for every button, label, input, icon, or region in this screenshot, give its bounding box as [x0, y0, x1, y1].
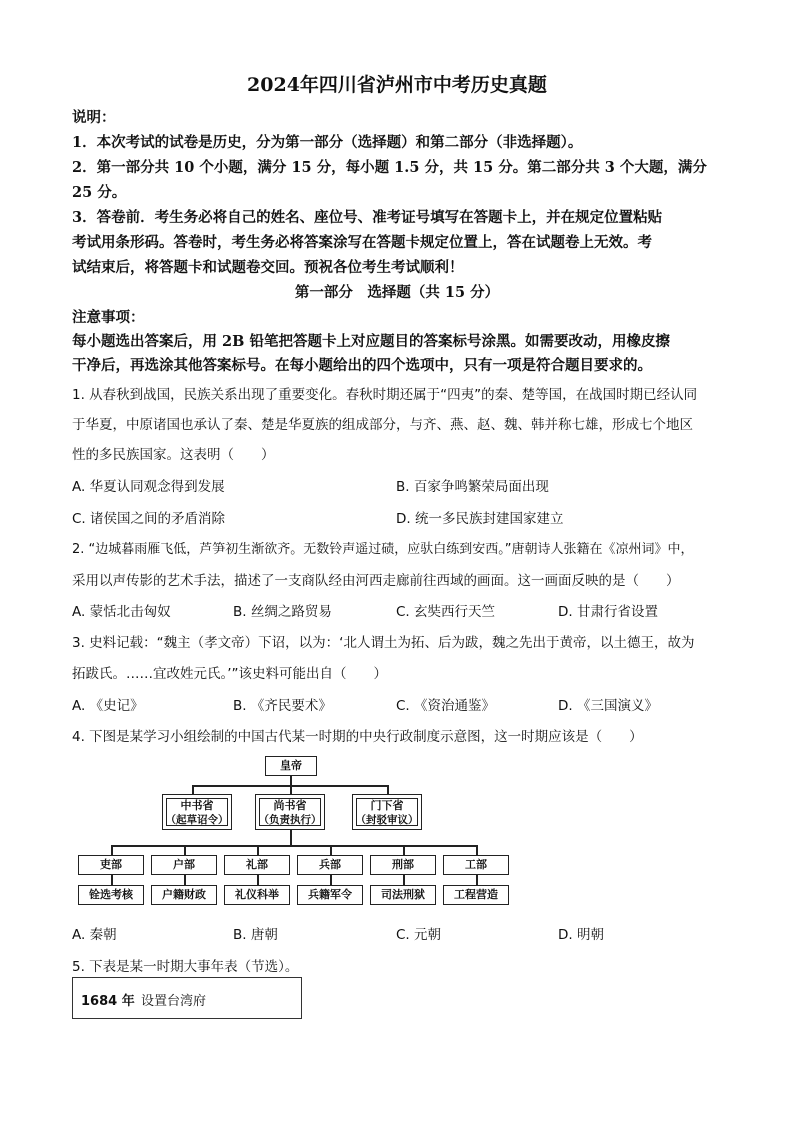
connector — [330, 875, 332, 885]
connector — [330, 845, 332, 855]
diagram-duty — [78, 885, 144, 905]
bu-name: 户部 — [173, 858, 195, 871]
duty-text: 铨选考核 — [89, 888, 133, 901]
bu-name: 礼部 — [246, 858, 268, 871]
q1-line-2: 于华夏，中原诸国也承认了秦、楚是华夏族的组成部分，与齐、燕、赵、魏、韩并称七雄，形成七个地区 — [72, 417, 693, 433]
q5-line-1: 5. 下表是某一时期大事年表（节选）。 — [72, 959, 299, 975]
bu-name: 刑部 — [392, 858, 414, 871]
diagram-sheng-zhongshu — [162, 794, 232, 830]
q2-option-c[interactable]: C. 玄奘西行天竺 — [396, 604, 496, 620]
diagram-bu-hu — [151, 855, 217, 875]
connector — [111, 845, 113, 855]
connector — [111, 845, 477, 847]
connector — [257, 845, 259, 855]
diagram-emperor-box — [265, 756, 317, 776]
diagram-duty — [297, 885, 363, 905]
diagram-duty — [151, 885, 217, 905]
connector — [290, 785, 292, 794]
sheng-role: （封驳审议） — [355, 814, 419, 826]
notes-line-1: 每小题选出答案后，用 2B 铅笔把答题卡上对应题目的答案标号涂黑。如需要改动，用橡皮擦 — [72, 333, 670, 350]
q1-option-d[interactable]: D. 统一多民族封建国家建立 — [396, 511, 564, 527]
connector — [476, 875, 478, 885]
bu-name: 工部 — [465, 858, 487, 871]
connector — [192, 785, 194, 794]
connector — [387, 785, 389, 794]
diagram-bu-gong — [443, 855, 509, 875]
instruction-line-2a: 2．第一部分共 10 个小题，满分 15 分，每小题 1.5 分，共 15 分。第二部分共 3 个大题，满分 — [72, 159, 707, 176]
diagram-duty — [224, 885, 290, 905]
timeline-table — [72, 977, 302, 1019]
q3-option-c[interactable]: C. 《资治通鉴》 — [396, 698, 496, 714]
instruction-line-3c: 试结束后，将答题卡和试题卷交回。预祝各位考生考试顺利！ — [72, 259, 464, 276]
q1-line-3: 性的多民族国家。这表明（ ） — [72, 447, 275, 463]
q2-line-1: 2. “边城暮雨雁飞低，芦笋初生渐欲齐。无数铃声遥过碛，应驮白练到安西。”唐朝诗人张籍在《凉州词》中， — [72, 542, 694, 557]
q2-option-b[interactable]: B. 丝绸之路贸易 — [233, 604, 332, 620]
diagram-sheng-shangshu — [255, 794, 325, 830]
sheng-role: （起草诏令） — [165, 814, 229, 826]
duty-text: 工程营造 — [454, 888, 498, 901]
q2-line-2: 采用以声传影的艺术手法，描述了一支商队经由河西走廊前往西域的画面。这一画面反映的是（ ） — [72, 573, 680, 589]
diagram-bu-li — [78, 855, 144, 875]
q4-line-1: 4. 下图是某学习小组绘制的中国古代某一时期的中央行政制度示意图，这一时期应该是（ ） — [72, 729, 643, 745]
sheng-name: 中书省 — [180, 799, 214, 812]
connector — [257, 875, 259, 885]
duty-text: 户籍财政 — [162, 888, 206, 901]
diagram-bu-li2 — [224, 855, 290, 875]
q3-line-1: 3. 史料记载：“魏主（孝文帝）下诏，以为：‘北人谓土为拓、后为跋，魏之先出于黄帝，以土德王，故为 — [72, 635, 695, 651]
q2-option-a[interactable]: A. 蒙恬北击匈奴 — [72, 604, 171, 620]
connector — [476, 845, 478, 855]
diagram-duty — [370, 885, 436, 905]
q3-option-a[interactable]: A. 《史记》 — [72, 698, 144, 714]
notes-heading: 注意事项： — [72, 309, 145, 326]
connector — [184, 875, 186, 885]
instruction-line-1: 1．本次考试的试卷是历史，分为第一部分（选择题）和第二部分（非选择题）。 — [72, 134, 583, 151]
q1-option-b[interactable]: B. 百家争鸣繁荣局面出现 — [396, 479, 549, 495]
q1-line-1: 1. 从春秋到战国，民族关系出现了重要变化。春秋时期还属于“四夷”的秦、楚等国，在战国时期已经认同 — [72, 387, 698, 403]
bu-name: 兵部 — [319, 858, 341, 871]
connector — [111, 875, 113, 885]
instruction-line-3a: 3．答卷前．考生务必将自己的姓名、座位号、准考证号填写在答题卡上，并在规定位置粘贴 — [72, 209, 663, 226]
page-title: 2024年四川省泸州市中考历史真题 — [247, 74, 547, 96]
sheng-name: 尚书省 — [273, 799, 307, 812]
q3-option-d[interactable]: D. 《三国演义》 — [558, 698, 658, 714]
diagram-bu-xing — [370, 855, 436, 875]
bu-name: 吏部 — [100, 858, 122, 871]
diagram-bu-bing — [297, 855, 363, 875]
part1-heading: 第一部分 选择题（共 15 分） — [294, 284, 500, 301]
duty-text: 司法刑狱 — [381, 888, 425, 901]
q4-option-d[interactable]: D. 明朝 — [558, 927, 604, 943]
q1-option-a[interactable]: A. 华夏认同观念得到发展 — [72, 479, 225, 495]
connector — [403, 875, 405, 885]
instruction-line-3b: 考试用条形码。答卷时，考生务必将答案涂写在答题卡规定位置上，答在试题卷上无效。考 — [72, 234, 652, 251]
q1-option-c[interactable]: C. 诸侯国之间的矛盾消除 — [72, 511, 226, 527]
diagram-duty — [443, 885, 509, 905]
q4-option-b[interactable]: B. 唐朝 — [233, 927, 278, 943]
q3-option-b[interactable]: B. 《齐民要术》 — [233, 698, 332, 714]
table-event: 设置台湾府 — [141, 994, 207, 1009]
q3-line-2: 拓跋氏。……宜改姓元氏。’”该史料可能出自（ ） — [72, 666, 388, 682]
sheng-role: （负责执行） — [258, 814, 322, 826]
duty-text: 礼仪科举 — [235, 888, 279, 901]
q4-option-c[interactable]: C. 元朝 — [396, 927, 442, 943]
instruction-line-2b: 25 分。 — [72, 184, 127, 201]
connector — [290, 830, 292, 845]
instructions-heading: 说明： — [72, 109, 116, 126]
notes-line-2: 干净后，再选涂其他答案标号。在每小题给出的四个选项中，只有一项是符合题目要求的。 — [72, 357, 652, 374]
q2-option-d[interactable]: D. 甘肃行省设置 — [558, 604, 658, 620]
connector — [403, 845, 405, 855]
table-year: 1684 年 — [81, 994, 135, 1009]
connector — [290, 776, 292, 785]
connector — [184, 845, 186, 855]
q4-option-a[interactable]: A. 秦朝 — [72, 927, 117, 943]
diagram-emperor: 皇帝 — [280, 759, 302, 772]
diagram-sheng-menxia — [352, 794, 422, 830]
sheng-name: 门下省 — [370, 799, 404, 812]
duty-text: 兵籍军令 — [308, 888, 352, 901]
